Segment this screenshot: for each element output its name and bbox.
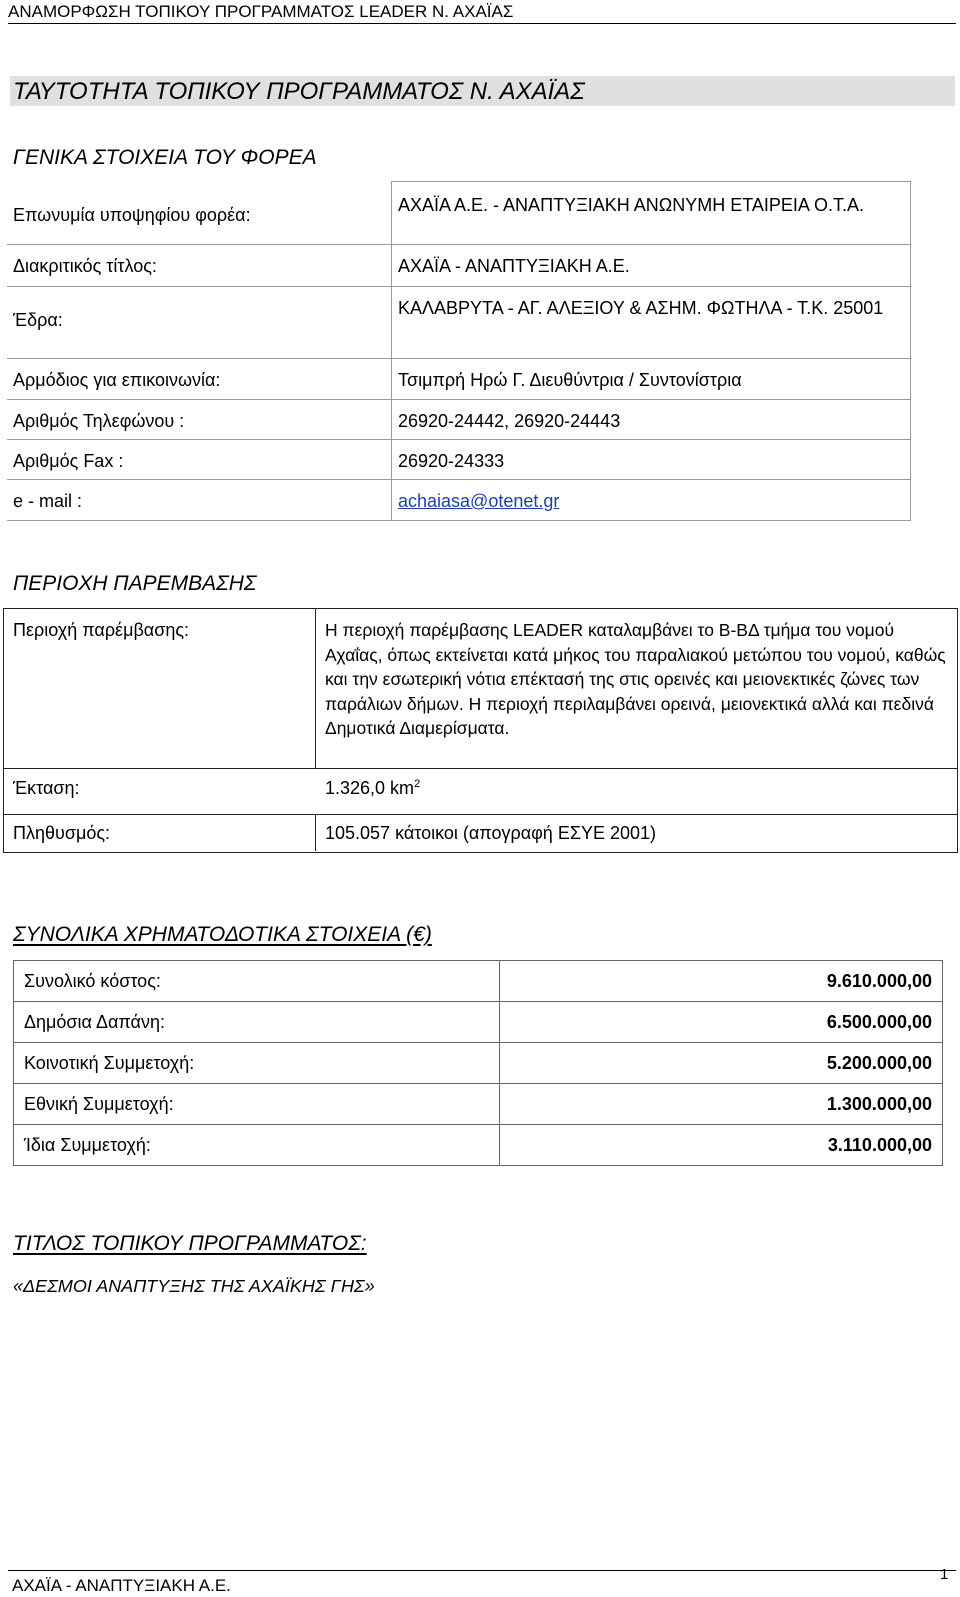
program-title: «ΔΕΣΜΟΙ ΑΝΑΠΤΥΞΗΣ ΤΗΣ ΑΧΑΪΚΗΣ ΓΗΣ» xyxy=(13,1276,375,1296)
value-phone: 26920-24442, 26920-24443 xyxy=(392,400,911,440)
program-heading: ΤΙΤΛΟΣ ΤΟΠΙΚΟΥ ΠΡΟΓΡΑΜΜΑΤΟΣ: xyxy=(13,1232,367,1255)
value-national-share: 1.300.000,00 xyxy=(500,1084,943,1125)
finance-heading: ΣΥΝΟΛΙΚΑ ΧΡΗΜΑΤΟΔΟΤΙΚΑ ΣΤΟΙΧΕΙΑ (€) xyxy=(13,923,432,946)
label-total-cost: Συνολικό κόστος: xyxy=(14,961,500,1002)
header-rule xyxy=(8,23,956,24)
page-number: 1 xyxy=(940,1566,949,1583)
label-phone: Αριθμός Τηλεφώνου : xyxy=(7,400,392,440)
size-value xyxy=(325,778,420,799)
label-company-name: Επωνυμία υποψηφίου φορέα: xyxy=(7,182,392,245)
footer-rule xyxy=(8,1570,956,1571)
value-community-share: 5.200.000,00 xyxy=(500,1043,943,1084)
footer-company: ΑΧΑΪΑ - ΑΝΑΠΤΥΞΙΑΚΗ Α.Ε. xyxy=(12,1576,231,1595)
value-public-expenditure: 6.500.000,00 xyxy=(500,1002,943,1043)
size-number: 1.326,0 km xyxy=(325,778,415,798)
area-divider-v xyxy=(315,608,316,768)
area-divider-v2 xyxy=(315,814,316,851)
value-distinctive-title: ΑΧΑΪΑ - ΑΝΑΠΤΥΞΙΑΚΗ Α.Ε. xyxy=(392,245,911,287)
area-divider-h2 xyxy=(3,814,957,815)
label-email: e - mail : xyxy=(7,480,392,521)
running-header: ΑΝΑΜΟΡΦΩΣΗ ΤΟΠΙΚΟΥ ΠΡΟΓΡΑΜΜΑΤΟΣ LEADER Ν. ΑΧΑΪΑΣ xyxy=(8,2,514,21)
value-own-share: 3.110.000,00 xyxy=(500,1125,943,1166)
label-size: Έκταση: xyxy=(13,778,80,798)
value-company-name: ΑΧΑΪΑ Α.Ε. - ΑΝΑΠΤΥΞΙΑΚΗ ΑΝΩΝΥΜΗ ΕΤΑΙΡΕΙΑ Ο.Τ.Α. xyxy=(392,182,911,245)
label-own-share: Ίδια Συμμετοχή: xyxy=(14,1125,500,1166)
label-community-share: Κοινοτική Συμμετοχή: xyxy=(14,1043,500,1084)
value-seat: ΚΑΛΑΒΡΥΤΑ - ΑΓ. ΑΛΕΞΙΟΥ & ΑΣΗΜ. ΦΩΤΗΛΑ - Τ.Κ. 25001 xyxy=(392,287,911,359)
label-area: Περιοχή παρέμβασης: xyxy=(13,620,190,640)
label-seat: Έδρα: xyxy=(7,287,392,359)
general-table xyxy=(7,181,911,521)
value-total-cost: 9.610.000,00 xyxy=(500,961,943,1002)
general-heading: ΓΕΝΙΚΑ ΣΤΟΙΧΕΙΑ ΤΟΥ ΦΟΡΕΑ xyxy=(13,146,317,169)
area-divider-h1 xyxy=(3,768,957,769)
label-distinctive-title: Διακριτικός τίτλος: xyxy=(7,245,392,287)
value-contact-person: Τσιμπρή Ηρώ Γ. Διευθύντρια / Συντονίστρια xyxy=(392,359,911,400)
label-public-expenditure: Δημόσια Δαπάνη: xyxy=(14,1002,500,1043)
email-link[interactable]: achaiasa@otenet.gr xyxy=(398,491,560,511)
label-population: Πληθυσμός: xyxy=(13,823,111,843)
finance-table xyxy=(13,960,943,1166)
size-unit-exponent: 2 xyxy=(414,778,421,790)
population-value: 105.057 κάτοικοι (απογραφή ΕΣΥΕ 2001) xyxy=(325,823,656,843)
area-heading: ΠΕΡΙΟΧΗ ΠΑΡΕΜΒΑΣΗΣ xyxy=(13,572,257,595)
label-fax: Αριθμός Fax : xyxy=(7,440,392,480)
area-description: Η περιοχή παρέμβασης LEADER καταλαμβάνει το Β-ΒΔ τμήμα του νομού Αχαΐας, όπως εκτείνεται κατά μήκος του παραλιακού μετώπου του νομού, καθώς και την εσωτερική νότια επέκτασή της στις ορεινές και μειονεκτικές ζώνες των παράλιων δήμων. Η περιοχή περιλαμβάνει ορεινά, μειονεκτικά αλλά και πεδινά Δημοτικά Διαμερίσματα. xyxy=(325,620,946,738)
label-contact-person: Αρμόδιος για επικοινωνία: xyxy=(7,359,392,400)
label-national-share: Εθνική Συμμετοχή: xyxy=(14,1084,500,1125)
value-fax: 26920-24333 xyxy=(392,440,911,480)
main-title: ΤΑΥΤΟΤΗΤΑ ΤΟΠΙΚΟΥ ΠΡΟΓΡΑΜΜΑΤΟΣ Ν. ΑΧΑΪΑΣ xyxy=(13,78,585,105)
